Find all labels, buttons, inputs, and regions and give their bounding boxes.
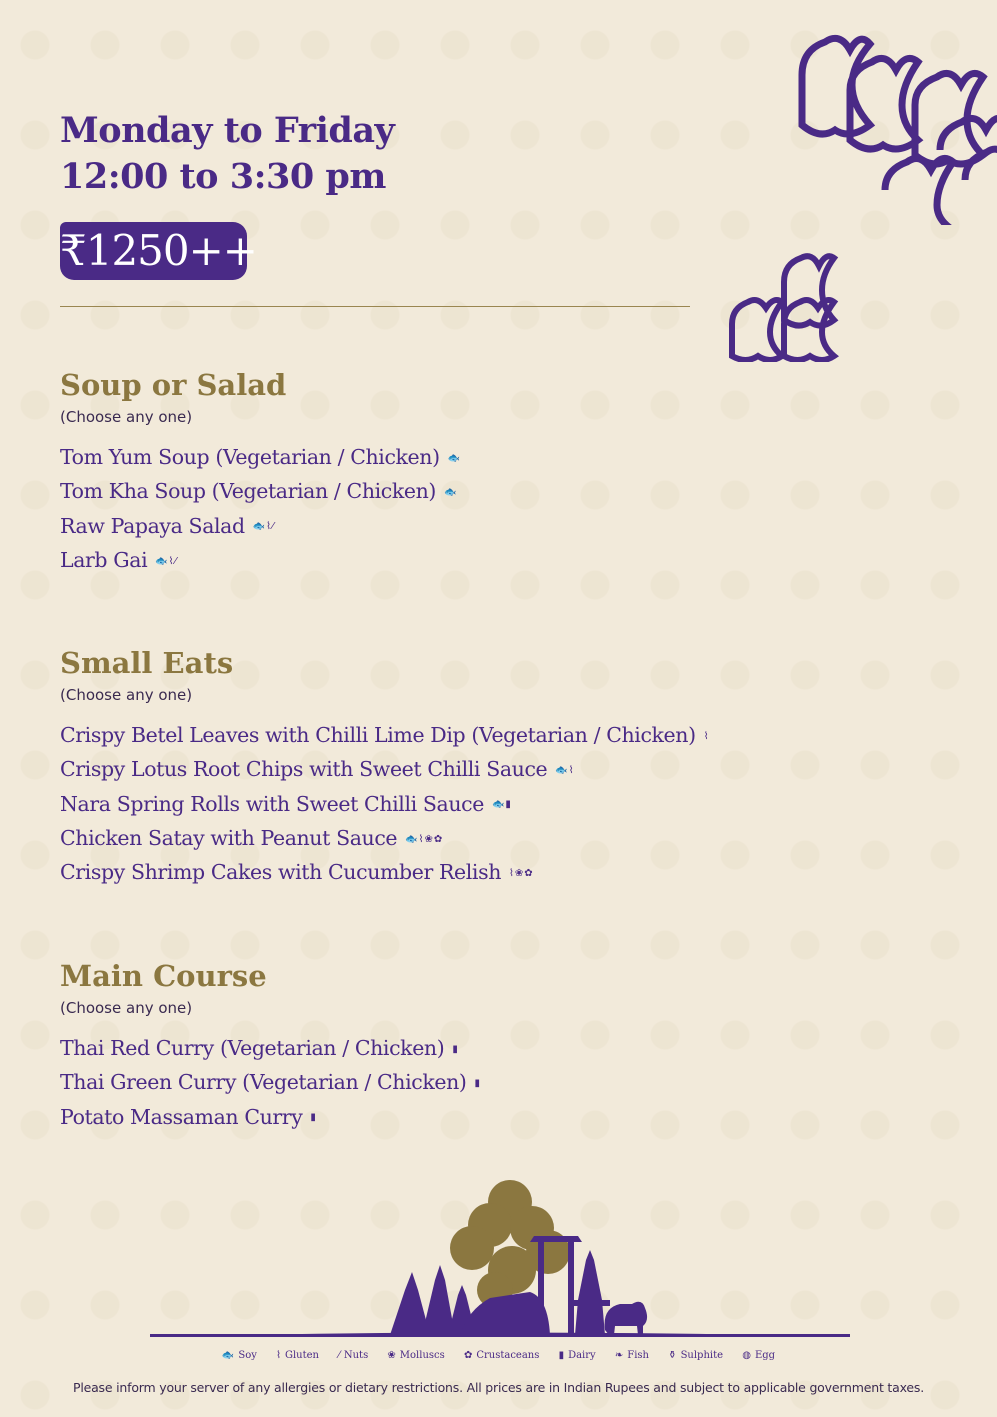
- legend-label: Soy: [238, 1350, 257, 1361]
- menu-item-name: Potato Massaman Curry: [60, 1104, 303, 1129]
- legend-item: [668, 1350, 723, 1361]
- menu-item-name: Nara Spring Rolls with Sweet Chilli Sauce: [60, 791, 484, 816]
- thai-landmark-illustration: [150, 1180, 850, 1342]
- menu-item: [60, 1101, 481, 1135]
- service-hours: [60, 108, 394, 200]
- menu-item-list: [60, 719, 710, 890]
- section-note: (Choose any one): [60, 408, 193, 426]
- legend-item: [464, 1350, 539, 1361]
- menu-item: [60, 544, 461, 578]
- menu-item: [60, 788, 710, 822]
- allergen-icons: ▮: [310, 1112, 317, 1124]
- section-main-course: [60, 958, 481, 1135]
- legend-label: Dairy: [568, 1350, 596, 1361]
- egg-icon: ◍: [742, 1350, 751, 1361]
- menu-item-list: [60, 1032, 481, 1135]
- menu-item: [60, 753, 710, 787]
- menu-item: [60, 441, 461, 475]
- menu-item-name: Thai Green Curry (Vegetarian / Chicken): [60, 1070, 467, 1095]
- nuts-icon: ⁄: [338, 1350, 340, 1361]
- gluten-icon: ⌇: [276, 1350, 281, 1361]
- menu-item: [60, 510, 461, 544]
- legend-label: Nuts: [343, 1350, 369, 1361]
- price-badge: ₹1250++: [60, 222, 247, 280]
- menu-item: [60, 719, 710, 753]
- menu-item-name: Raw Papaya Salad: [60, 513, 245, 538]
- legend-item: [559, 1350, 596, 1361]
- allergen-icons: ▮: [474, 1078, 481, 1089]
- menu-item-name: Crispy Betel Leaves with Chilli Lime Dip (Vegetarian / Chicken): [60, 723, 696, 747]
- allergen-icons: ⌇: [703, 730, 710, 742]
- allergen-icons: 🐟: [444, 487, 458, 498]
- legend-item: [615, 1350, 649, 1361]
- allergen-icons: 🐟⌇⁄: [155, 555, 178, 567]
- allergen-icons: 🐟⌇: [555, 765, 575, 776]
- menu-item-name: Larb Gai: [60, 547, 148, 572]
- legend-item: [742, 1350, 775, 1361]
- menu-item-name: Thai Red Curry (Vegetarian / Chicken): [60, 1036, 445, 1060]
- allergen-legend: [0, 1350, 997, 1361]
- menu-item-name: Chicken Satay with Peanut Sauce: [60, 825, 398, 850]
- legend-item: [276, 1350, 319, 1361]
- legend-label: Sulphite: [680, 1350, 724, 1361]
- legend-label: Egg: [754, 1350, 776, 1361]
- menu-item: [60, 1066, 481, 1100]
- header-divider: [60, 306, 690, 307]
- menu-item: [60, 1032, 481, 1066]
- legend-item: [338, 1350, 368, 1361]
- allergen-icons: ▮: [452, 1043, 459, 1055]
- fish-icon: ❧: [614, 1350, 624, 1361]
- menu-item-name: Crispy Shrimp Cakes with Cucumber Relish: [60, 860, 502, 884]
- service-days: Monday to Friday: [60, 110, 395, 151]
- legend-label: Molluscs: [399, 1350, 445, 1361]
- section-title: Soup or Salad: [60, 368, 287, 402]
- allergen-icons: 🐟⌇⁄: [252, 521, 275, 533]
- service-time: 12:00 to 3:30 pm: [60, 156, 386, 197]
- menu-item-name: Tom Kha Soup (Vegetarian / Chicken): [60, 479, 437, 504]
- menu-item: [60, 475, 461, 509]
- section-note: (Choose any one): [60, 686, 193, 704]
- section-soup-or-salad: [60, 367, 461, 578]
- allergy-disclaimer: Please inform your server of any allergies or dietary restrictions. All prices are in Indian Rupees and subject to applicable government taxes.: [73, 1380, 924, 1395]
- menu-item-name: Tom Yum Soup (Vegetarian / Chicken): [60, 445, 440, 469]
- allergen-icons: 🐟▮: [491, 799, 512, 811]
- legend-label: Gluten: [284, 1350, 319, 1361]
- sulphite-icon: ⚱: [668, 1350, 677, 1361]
- legend-label: Crustaceans: [476, 1350, 540, 1361]
- menu-item-name: Crispy Lotus Root Chips with Sweet Chilli Sauce: [60, 757, 548, 782]
- section-note: (Choose any one): [60, 999, 193, 1017]
- section-title: Main Course: [60, 959, 267, 993]
- allergen-icons: 🐟⌇❀✿: [405, 833, 444, 845]
- molluscs-icon: ❀: [387, 1350, 396, 1361]
- menu-item-list: [60, 441, 461, 578]
- legend-label: Fish: [627, 1350, 649, 1361]
- allergen-icons: ⌇❀✿: [509, 867, 534, 879]
- crustaceans-icon: ✿: [463, 1350, 473, 1361]
- allergen-icons: 🐟: [447, 452, 462, 464]
- legend-item: [222, 1350, 257, 1361]
- lattice-ornament-middle: [726, 252, 841, 362]
- section-title: Small Eats: [60, 646, 234, 680]
- section-small-eats: [60, 645, 710, 890]
- soy-icon: 🐟: [221, 1350, 235, 1361]
- menu-item: [60, 856, 710, 890]
- menu-item: [60, 822, 710, 856]
- dairy-icon: ▮: [558, 1350, 565, 1361]
- lattice-ornament-top: [790, 30, 997, 225]
- legend-item: [387, 1350, 444, 1361]
